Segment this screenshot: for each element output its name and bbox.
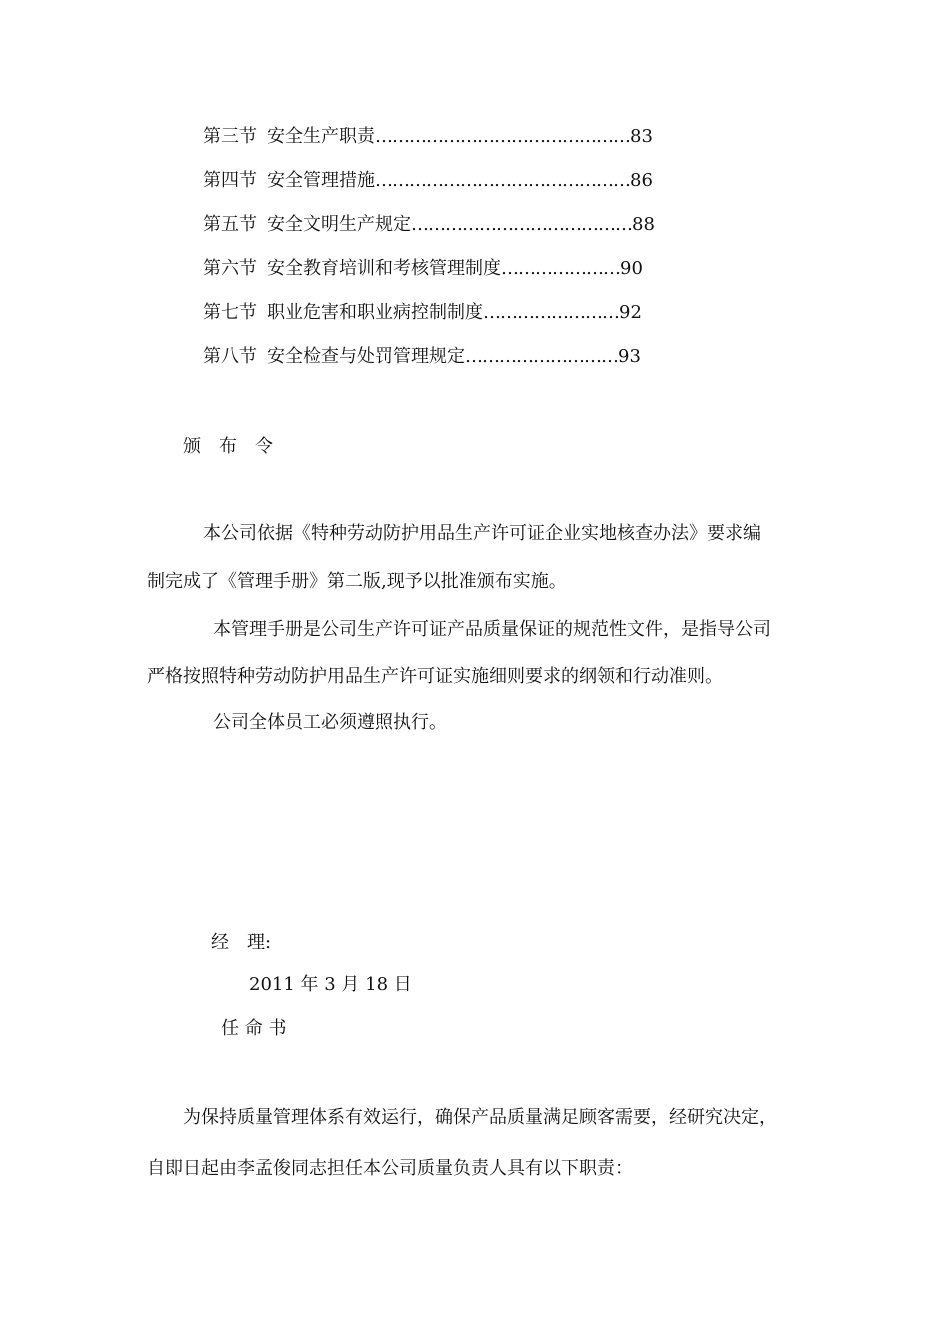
toc-item <box>203 125 653 149</box>
toc-section-title: 安全教育培训和考核管理制度 <box>267 258 501 279</box>
appointment-paragraph-line-2: 自即日起由李孟俊同志担任本公司质量负责人具有以下职责： <box>147 1158 633 1179</box>
toc-page-number: 92 <box>619 302 642 323</box>
toc-leader-dots: ………………… <box>501 258 620 279</box>
decree-paragraph-2-line-1: 本管理手册是公司生产许可证产品质量保证的规范性文件，是指导公司 <box>213 619 771 640</box>
decree-paragraph-1-line-2: 制完成了《管理手册》第二版,现予以批准颁布实施。 <box>147 571 567 592</box>
toc-page-number: 83 <box>630 126 653 147</box>
toc-page-number: 88 <box>632 214 655 235</box>
toc-section-number: 第七节 <box>203 302 257 323</box>
toc-leader-dots: …………………… <box>483 302 619 323</box>
decree-date: 2011 年 3 月 18 日 <box>249 974 412 995</box>
toc-page-number: 86 <box>630 170 653 191</box>
toc-section-title: 安全检查与处罚管理规定 <box>267 346 465 367</box>
toc-section-title: 安全文明生产规定 <box>267 214 411 235</box>
toc-item <box>203 169 653 193</box>
toc-leader-dots: ……………………………………… <box>375 170 630 191</box>
toc-leader-dots: ……………………………………… <box>375 126 630 147</box>
toc-section-title: 安全管理措施 <box>267 170 375 191</box>
toc-section-number: 第六节 <box>203 258 257 279</box>
toc-leader-dots: ……………………… <box>465 346 618 367</box>
toc-section-number: 第五节 <box>203 214 257 235</box>
toc-leader-dots: ………………………………… <box>411 214 632 235</box>
toc-item <box>203 213 655 237</box>
toc-item <box>203 301 642 325</box>
toc-item <box>203 257 643 281</box>
toc-section-number: 第四节 <box>203 170 257 191</box>
toc-page-number: 90 <box>620 258 643 279</box>
toc-section-title: 职业危害和职业病控制制度 <box>267 302 483 323</box>
toc-page-number: 93 <box>618 346 641 367</box>
toc-section-number: 第八节 <box>203 346 257 367</box>
decree-paragraph-3: 公司全体员工必须遵照执行。 <box>213 712 447 733</box>
decree-paragraph-1-line-1: 本公司依据《特种劳动防护用品生产许可证企业实地核查办法》要求编 <box>203 523 761 544</box>
toc-item <box>203 345 641 369</box>
toc-section-number: 第三节 <box>203 126 257 147</box>
decree-paragraph-2-line-2: 严格按照特种劳动防护用品生产许可证实施细则要求的纲领和行动准则。 <box>147 666 723 687</box>
decree-heading: 颁 布 令 <box>183 436 273 457</box>
appointment-paragraph-line-1: 为保持质量管理体系有效运行，确保产品质量满足顾客需要，经研究决定， <box>183 1107 777 1128</box>
appointment-heading: 任 命 书 <box>221 1018 287 1039</box>
signer-label: 经 理: <box>211 932 272 953</box>
toc-section-title: 安全生产职责 <box>267 126 375 147</box>
